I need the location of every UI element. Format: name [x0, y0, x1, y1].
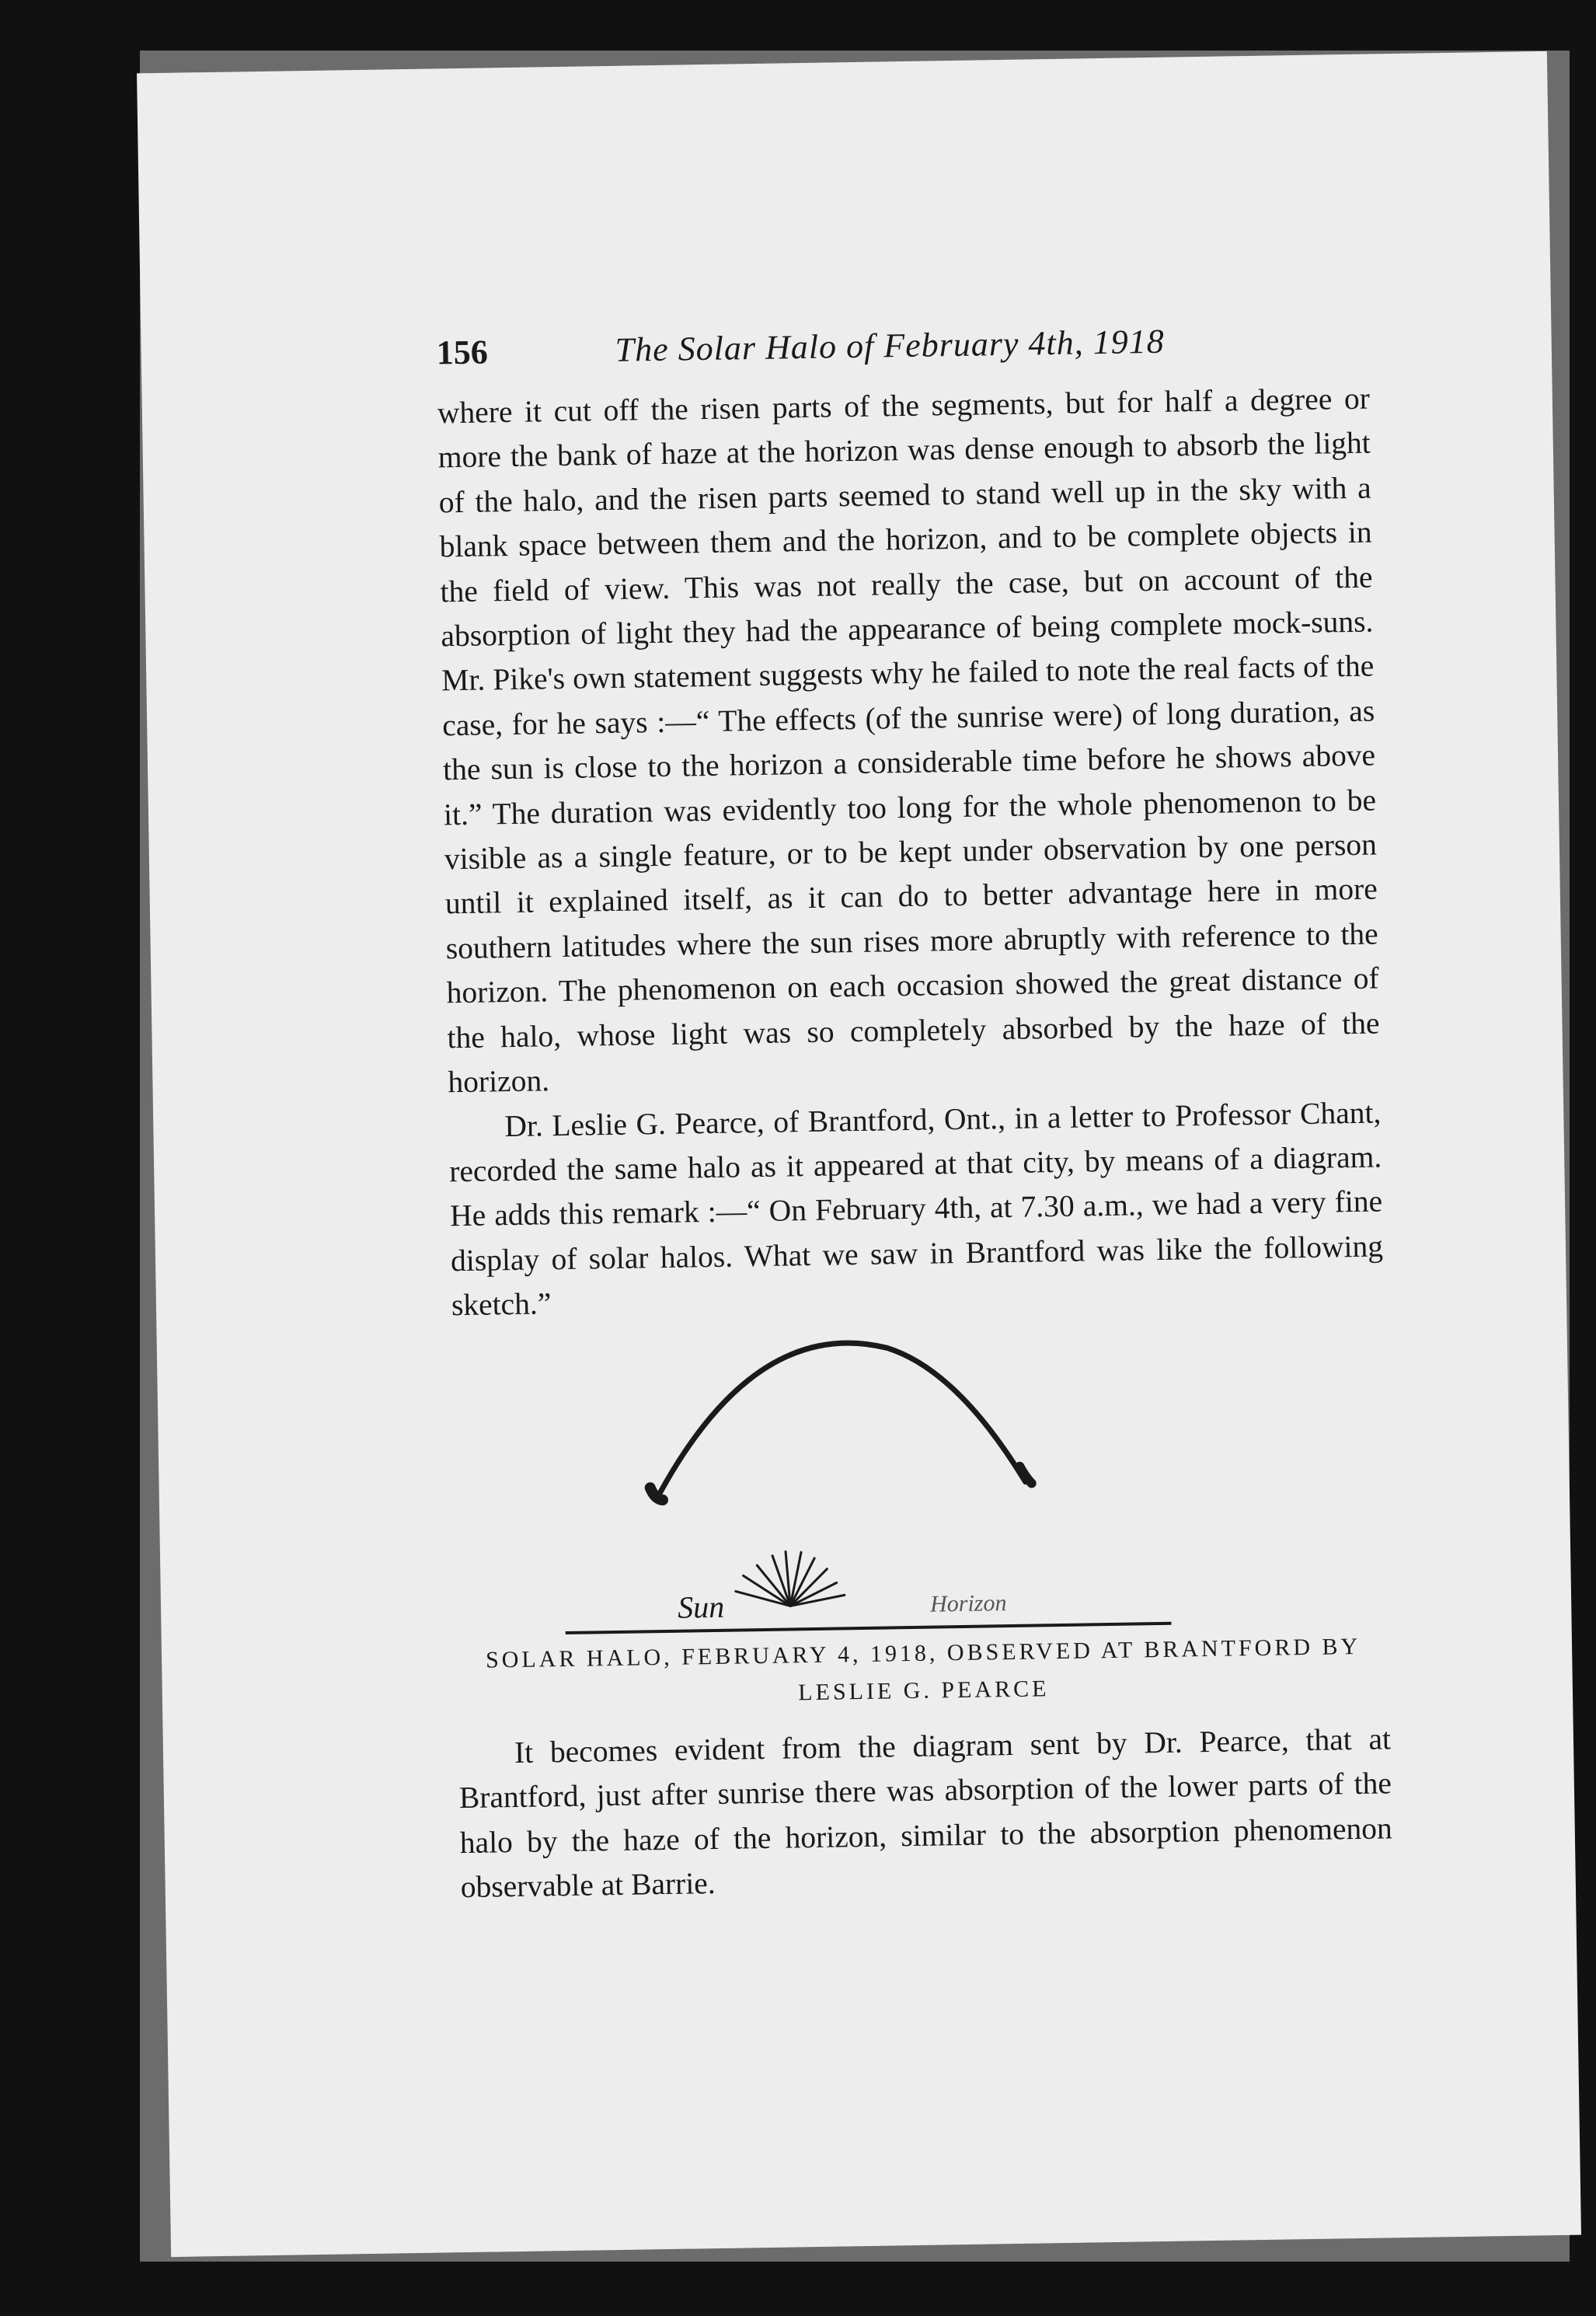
paragraph: where it cut off the risen parts of the segments, but for half a degree or more the bank of haze at the horizon was dense enough to absorb the light of the halo, and the risen parts seemed to stand well up in the sky with a blank space between them and the horizon, and to be complete objects in the field of view. This was not really the case, but on account of the absorption of light they had the appearance of being complete mock-suns. Mr. Pike's own statement suggests why he failed to note the real facts of the case, for he says :—“ The effects (of the sunrise were) of long duration, as the sun is close to the horizon a considerable time before he shows above it.” The duration was evidently too long for the whole phenomenon to be visible as a single feature, or to be kept under observation by one person until it explained itself, as it can do to better advantage here in more southern latitudes where the sun rises more abruptly with reference to the horizon. The phenomenon on each occasion showed the great distance of the halo, whose light was so completely absorbed by the haze of the horizon. [437, 381, 1380, 1100]
conclusion-text [458, 1717, 1393, 1910]
page-number: 156 [436, 333, 489, 372]
paragraph: It becomes evident from the diagram sent by Dr. Pearce, that at Brantford, just after sunrise there was absorption of the lower parts of the halo by the haze of the horizon, similar to the absorption phenomenon observable at Barrie. [458, 1721, 1393, 1905]
page-header [436, 317, 1470, 373]
halo-diagram [560, 1317, 1171, 1637]
halo-sketch [560, 1317, 1171, 1637]
halo-arc [654, 1340, 1026, 1499]
book-page [137, 51, 1581, 2257]
halo-right-end [1019, 1467, 1031, 1484]
figure-caption [457, 1627, 1390, 1717]
running-title: The Solar Halo of February 4th, 1918 [615, 322, 1165, 369]
sun-label: Sun [677, 1589, 725, 1625]
horizon-line [566, 1624, 1172, 1633]
caption-line: LESLIE G. PEARCE [798, 1676, 1050, 1706]
sun-rays [735, 1550, 845, 1606]
horizon-label: Horizon [929, 1590, 1007, 1617]
paragraph: Dr. Leslie G. Pearce, of Brantford, Ont., in a letter to Professor Chant, recorded the same halo as it appeared at that city, by means of a diagram. He adds this remark :—“ On February 4th, at 7.30 a.m., we had a very fine display of solar halos. What we saw in Brantford was like the following sketch.” [448, 1094, 1384, 1323]
caption-line: SOLAR HALO, FEBRUARY 4, 1918, OBSERVED AT BRANTFORD BY [485, 1633, 1361, 1673]
body-text [437, 377, 1385, 1328]
